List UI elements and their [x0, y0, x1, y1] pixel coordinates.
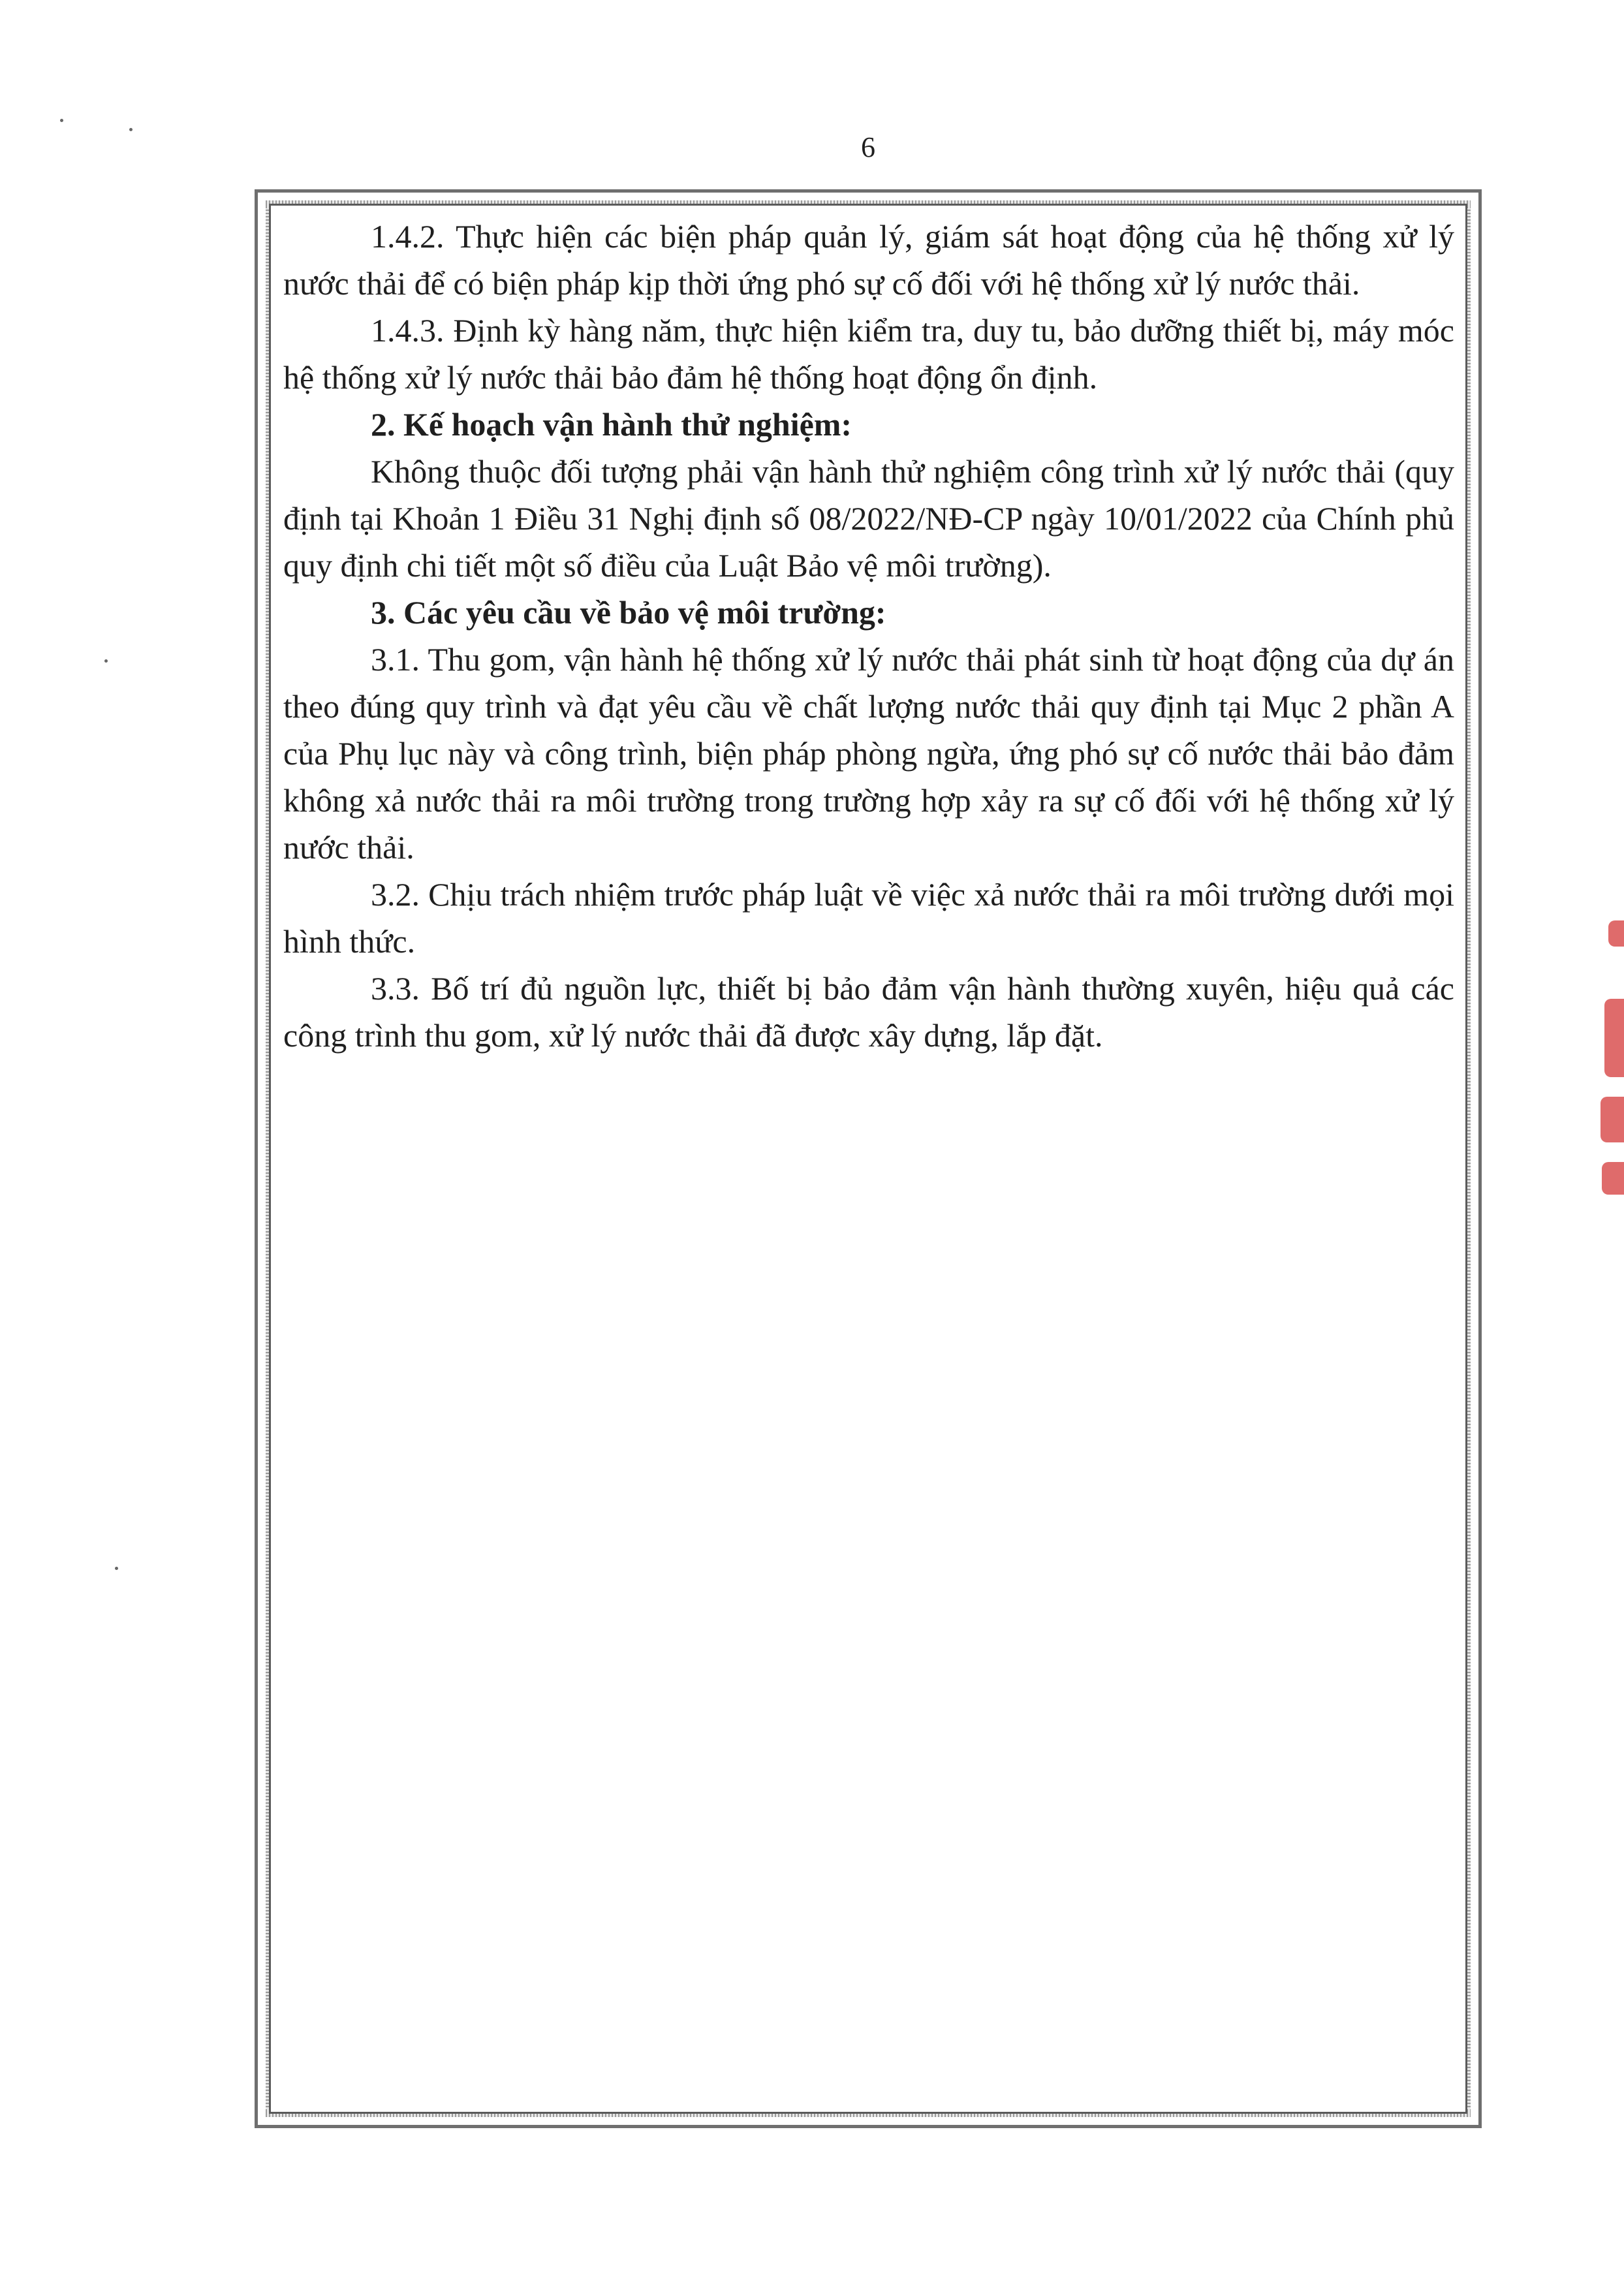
paragraph-3-1: 3.1. Thu gom, vận hành hệ thống xử lý nước thải phát sinh từ hoạt động của dự án theo đúng quy trình và đạt yêu cầu về chất lượng nước thải quy định tại Mục 2 phần A của Phụ lục này và công trình, biện pháp phòng ngừa, ứng phó sự cố nước thải bảo đảm không xả nước thải ra môi trường trong trường hợp xảy ra sự cố đối với hệ thống xử lý nước thải.: [283, 641, 1454, 866]
paragraph-3-3: 3.3. Bố trí đủ nguồn lực, thiết bị bảo đảm vận hành thường xuyên, hiệu quả các công trình thu gom, xử lý nước thải đã được xây dựng, lắp đặt.: [283, 970, 1454, 1054]
scan-speck: [115, 1567, 118, 1570]
section-heading-2: 2. Kế hoạch vận hành thử nghiệm:: [371, 406, 852, 443]
scan-speck: [129, 128, 133, 131]
paragraph-3-2: 3.2. Chịu trách nhiệm trước pháp luật về việc xả nước thải ra môi trường dưới mọi hình thức.: [283, 876, 1454, 960]
seal-stamp-fragment-1: [1608, 920, 1624, 947]
seal-stamp-fragment-2: [1604, 999, 1624, 1077]
paragraph-section-2: Không thuộc đối tượng phải vận hành thử nghiệm công trình xử lý nước thải (quy định tại Khoản 1 Điều 31 Nghị định số 08/2022/NĐ-CP ngày 10/01/2022 của Chính phủ quy định chi tiết một số điều của Luật Bảo vệ môi trường).: [283, 453, 1454, 584]
paragraph-1-4-3: 1.4.3. Định kỳ hàng năm, thực hiện kiểm tra, duy tu, bảo dưỡng thiết bị, máy móc hệ thống xử lý nước thải bảo đảm hệ thống hoạt động ổn định.: [283, 312, 1454, 396]
seal-stamp-fragment-4: [1602, 1162, 1624, 1195]
document-body: [283, 213, 1454, 1059]
scan-speck: [104, 659, 108, 663]
scan-speck: [60, 119, 63, 122]
section-heading-3: 3. Các yêu cầu về bảo vệ môi trường:: [371, 594, 886, 631]
page-number: 6: [861, 131, 875, 163]
seal-stamp-fragment-3: [1601, 1097, 1624, 1142]
paragraph-1-4-2: 1.4.2. Thực hiện các biện pháp quản lý, giám sát hoạt động của hệ thống xử lý nước thải để có biện pháp kịp thời ứng phó sự cố đối với hệ thống xử lý nước thải.: [283, 218, 1454, 302]
